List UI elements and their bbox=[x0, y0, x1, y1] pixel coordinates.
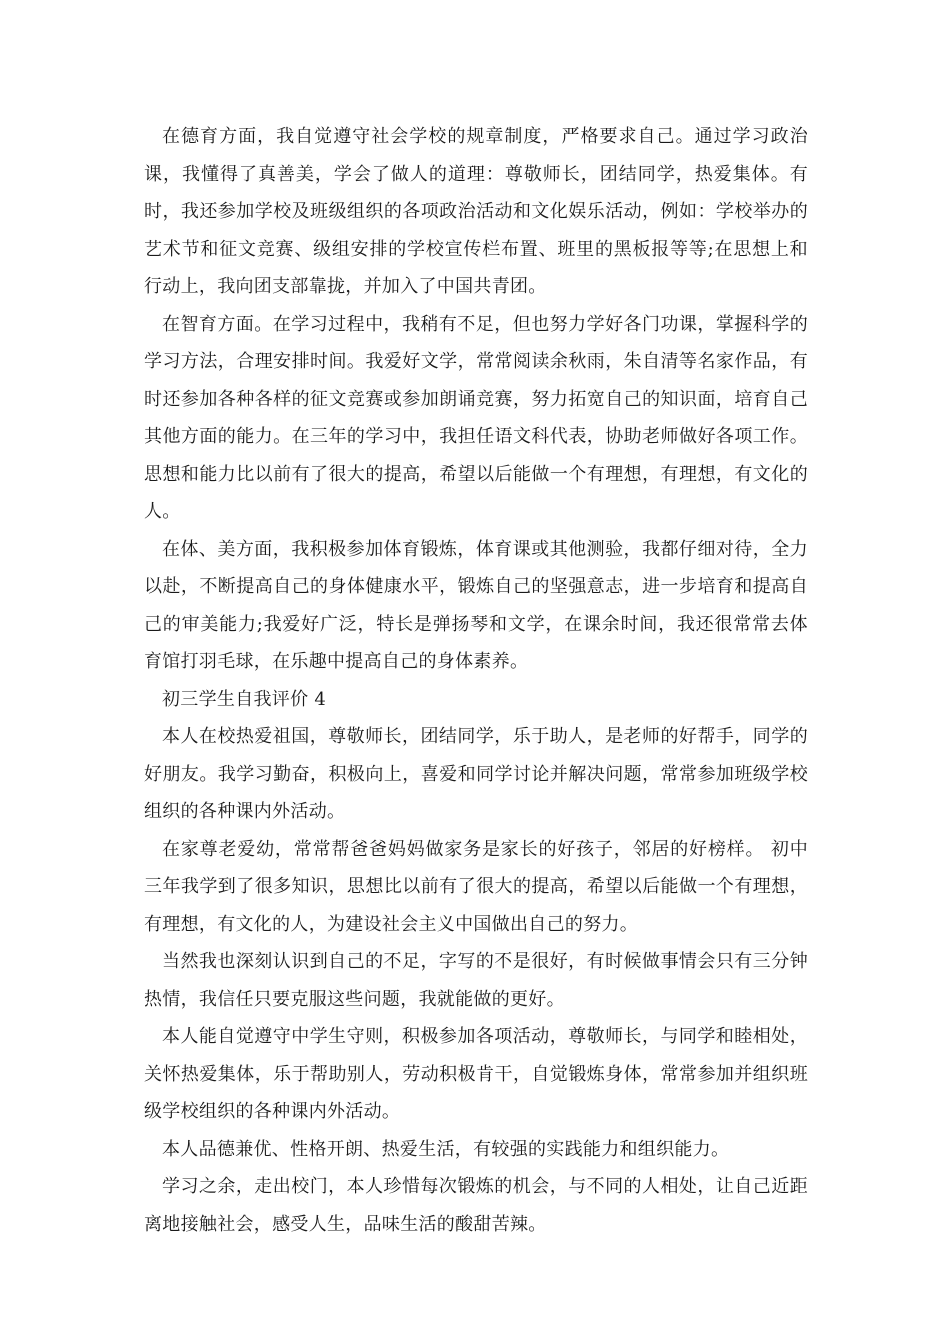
paragraph-character: 本人品德兼优、性格开朗、热爱生活，有较强的实践能力和组织能力。 bbox=[162, 1138, 730, 1160]
paragraph-shortcomings: 当然我也深刻认识到自己的不足，字写的不是很好，有时候做事情会只有三分钟热情，我信任只要克服这些问题，我就能做的更好。 bbox=[144, 951, 808, 1010]
paragraph-moral-education: 在德育方面，我自觉遵守社会学校的规章制度，严格要求自己。通过学习政治课，我懂得了真善美，学会了做人的道理：尊敬师长，团结同学，热爱集体。有时，我还参加学校及班级组织的各项政治活动和文化娱乐活动，例如：学校举办的艺术节和征文竞赛、级组安排的学校宣传栏布置、班里的黑板报等等;在思想上和行动上，我向团支部靠拢，并加入了中国共青团。 bbox=[144, 126, 808, 297]
document-body bbox=[144, 118, 808, 1243]
paragraph-school-conduct: 本人在校热爱祖国，尊敬师长，团结同学，乐于助人，是老师的好帮手，同学的好朋友。我学习勤奋，积极向上，喜爱和同学讨论并解决问题，常常参加班级学校组织的各种课内外活动。 bbox=[144, 726, 808, 822]
paragraph-home-conduct: 在家尊老爱幼，常常帮爸爸妈妈做家务是家长的好孩子，邻居的好榜样。 初中三年我学到了很多知识，思想比以前有了很大的提高，希望以后能做一个有理想，有理想，有文化的人，为建设社会主义中国做出自己的努力。 bbox=[144, 838, 808, 935]
paragraph-intellectual-education: 在智育方面。在学习过程中，我稍有不足，但也努力学好各门功课，掌握科学的学习方法，合理安排时间。我爱好文学，常常阅读余秋雨，朱自清等名家作品，有时还参加各种各样的征文竞赛或参加朗诵竞赛，努力拓宽自己的知识面，培育自己其他方面的能力。在三年的学习中，我担任语文科代表，协助老师做好各项工作。思想和能力比以前有了很大的提高，希望以后能做一个有理想，有理想，有文化的人。 bbox=[144, 313, 808, 522]
paragraph-social-practice: 学习之余，走出校门，本人珍惜每次锻炼的机会，与不同的人相处，让自己近距离地接触社会，感受人生，品味生活的酸甜苦辣。 bbox=[144, 1176, 808, 1235]
paragraph-rules-activities: 本人能自觉遵守中学生守则，积极参加各项活动，尊敬师长，与同学和睦相处，关怀热爱集体，乐于帮助别人，劳动积极肯干，自觉锻炼身体，常常参加并组织班级学校组织的各种课内外活动。 bbox=[144, 1026, 808, 1122]
section-heading: 初三学生自我评价 4 bbox=[162, 688, 327, 710]
paragraph-physical-aesthetic: 在体、美方面，我积极参加体育锻炼，体育课或其他测验，我都仔细对待，全力以赴，不断提高自己的身体健康水平，锻炼自己的坚强意志，进一步培育和提高自己的审美能力;我爱好广泛，特长是弹扬琴和文学，在课余时间，我还很常常去体育馆打羽毛球，在乐趣中提高自己的身体素养。 bbox=[144, 538, 808, 672]
